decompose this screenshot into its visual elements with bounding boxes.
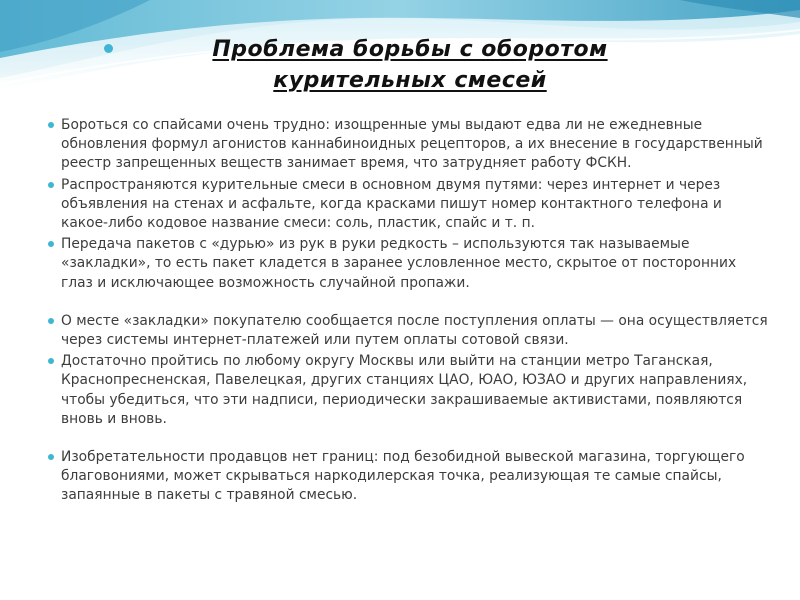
paragraph-text: Изобретательности продавцов нет границ: под безобидной вывеской магазина, торгующего благовониями, может скрываться наркодилерская точка, реализующая те самые спайсы, запаянные в пакеты с травяной смесью.: [61, 449, 745, 504]
paragraph-text: Передача пакетов с «дурью» из рук в руки редкость – используются так называемые «закладки», то есть пакет кладется в заранее условленное место, скрытое от посторонних глаз и исключающее возможность случайной пропажи.: [61, 236, 737, 291]
bullet-icon: [48, 358, 54, 364]
paragraph-text: Достаточно пройтись по любому округу Москвы или выйти на станции метро Таганская, Краснопресненская, Павелецкая, других станциях ЦАО, ЮАО, ЮЗАО и других направлениях, чтобы убедиться, что эти надписи, периодически закрашиваемые активистами, появляются вновь и вновь.: [61, 353, 748, 427]
slide-title: [110, 34, 710, 96]
bullet-icon: [48, 182, 54, 188]
paragraph-text: Бороться со спайсами очень трудно: изощренные умы выдают едва ли не ежедневные обновления формул агонистов каннабиноидных рецепторов, а их внесение в государственный реестр запрещенных веществ занимает время, что затрудняет работу ФСКН.: [61, 117, 763, 172]
bullet-icon: [48, 454, 54, 460]
list-item: [48, 448, 768, 506]
title-line-2: курительных смесей: [273, 68, 547, 93]
list-item: [48, 352, 768, 429]
paragraph-text: О месте «закладки» покупателю сообщается после поступления оплаты — она осуществляется через системы интернет-платежей или путем оплаты сотовой связи.: [61, 312, 768, 349]
bullet-icon: [48, 318, 54, 324]
paragraph-text: Распространяются курительные смеси в основном двумя путями: через интернет и через объявления на стенах и асфальте, когда красками пишут номер контактного телефона и какое-либо кодовое название смеси: соль, пластик, спайс и т. п.: [61, 176, 722, 232]
list-item: [48, 235, 768, 293]
list-item: [48, 176, 768, 234]
list-item: [48, 312, 768, 350]
content-list: [48, 116, 768, 506]
bullet-icon: [48, 122, 54, 128]
title-line-1: Проблема борьбы с оборотом: [212, 37, 608, 62]
bullet-icon: [48, 241, 54, 247]
list-item: [48, 116, 768, 174]
